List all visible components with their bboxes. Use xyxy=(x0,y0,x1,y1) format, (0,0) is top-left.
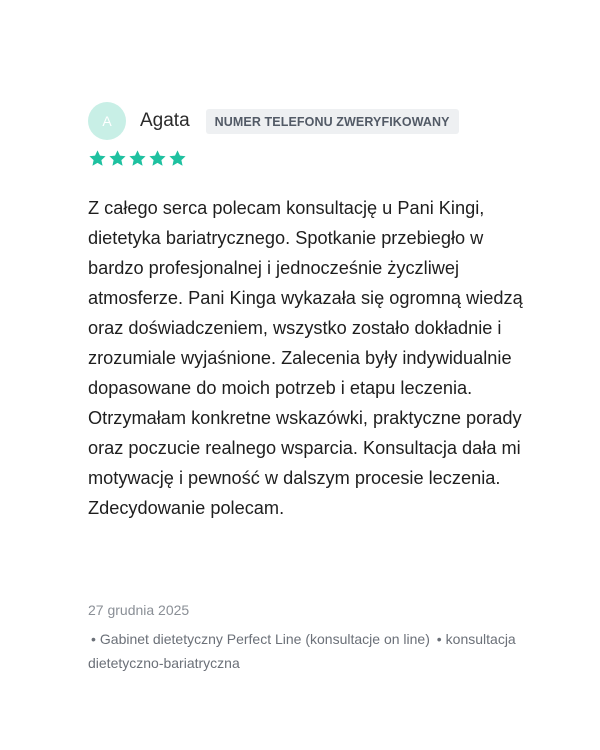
verified-badge: NUMER TELEFONU ZWERYFIKOWANY xyxy=(206,109,459,134)
location-label: Gabinet dietetyczny Perfect Line (konsultacje on line) xyxy=(99,631,430,647)
review-meta xyxy=(88,627,528,675)
avatar: A xyxy=(88,102,126,140)
review-date: 27 grudnia 2025 xyxy=(88,602,190,618)
bullet-separator: • xyxy=(91,631,96,647)
star-icon xyxy=(108,149,127,168)
star-icon xyxy=(88,149,107,168)
author-name: Agata xyxy=(140,110,190,131)
star-rating xyxy=(88,149,187,168)
review-text: Z całego serca polecam konsultację u Pani Kingi, dietetyka bariatrycznego. Spotkanie przebiegło w bardzo profesjonalnej i jednocześnie życzliwej atmosferze. Pani Kinga wykazała się ogromną wiedzą oraz doświadczeniem, wszystko zostało dokładnie i zrozumiale wyjaśnione. Zalecenia były indywidualnie dopasowane do moich potrzeb i etapu leczenia. Otrzymałam konkretne wskazówki, praktyczne porady oraz poczucie realnego wsparcia. Konsultacja dała mi motywację i pewność w dalszym procesie leczenia. Zdecydowanie polecam. xyxy=(88,198,523,518)
bullet-separator: • xyxy=(436,631,442,647)
star-icon xyxy=(128,149,147,168)
review-header xyxy=(88,102,459,140)
star-icon xyxy=(168,149,187,168)
star-icon xyxy=(148,149,167,168)
service-label: konsultacja dietetyczno-bariatryczna xyxy=(88,631,516,671)
